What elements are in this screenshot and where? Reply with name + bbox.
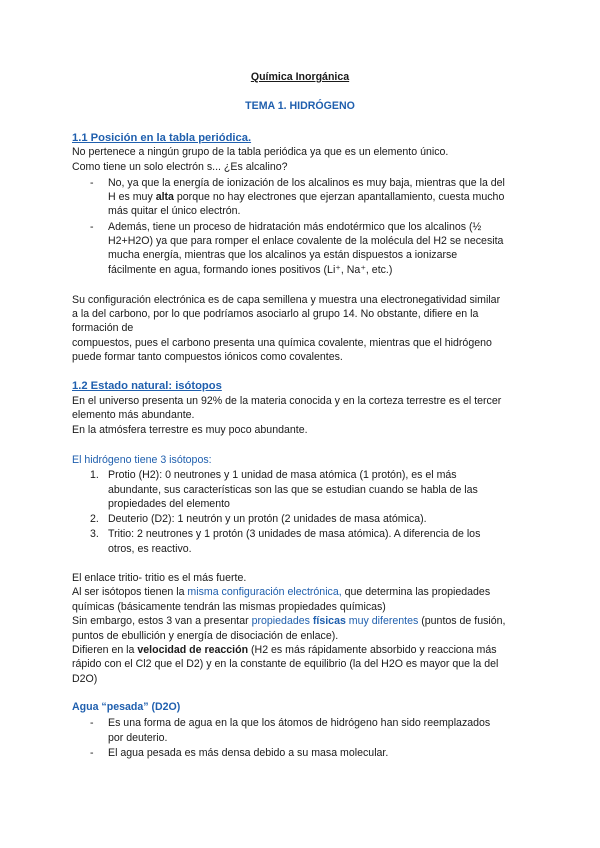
paragraph-line: elemento más abundante. (72, 409, 195, 421)
list-line: Deuterio (D2): 1 neutrón y un protón (2 unidades de masa atómica). (108, 513, 427, 525)
bullet-dash: - (90, 747, 94, 759)
bullet-dash: - (90, 221, 94, 233)
paragraph-line: Su configuración electrónica es de capa semillena y muestra una electronegatividad similar (72, 294, 501, 306)
list-line: otros, es reactivo. (108, 543, 192, 555)
paragraph-line: formación de (72, 322, 134, 334)
paragraph-line: a la del carbono, por lo que podríamos asociarlo al grupo 14. No obstante, difiere en la (72, 308, 479, 320)
list-line: Protio (H2): 0 neutrones y 1 unidad de masa atómica (1 protón), es el más (108, 469, 457, 481)
list-line: Tritio: 2 neutrones y 1 protón (3 unidades de masa atómica). A diferencia de los (108, 528, 481, 540)
bullet-line: El agua pesada es más densa debido a su masa molecular. (108, 747, 389, 759)
paragraph-line: D2O) (72, 673, 98, 685)
list-number: 1. (90, 469, 99, 481)
heavy-water-heading: Agua “pesada” (D2O) (72, 701, 181, 713)
paragraph-line: El enlace tritio- tritio es el más fuerte. (72, 572, 247, 584)
paragraph-line: rápido con el Cl2 que el D2) y en la constante de equilibrio (la del H2O es mayor que la del (72, 658, 499, 670)
bullet-line: fácilmente en agua, formando iones positivos (Li⁺, Na⁺, etc.) (108, 264, 393, 276)
bullet-line: No, ya que la energía de ionización de los alcalinos es muy baja, mientras que la del (108, 177, 505, 189)
document-title: Química Inorgánica (250, 71, 350, 83)
list-number: 3. (90, 528, 99, 540)
isotopes-title: El hidrógeno tiene 3 isótopos: (72, 454, 212, 466)
paragraph-line: Al ser isótopos tienen la misma configuración electrónica, que determina las propiedades (72, 586, 491, 598)
paragraph-line: Sin embargo, estos 3 van a presentar propiedades físicas muy diferentes (puntos de fusión, (72, 615, 506, 627)
list-line: abundante, sus características son las que se estudian cuando se habla de las (108, 484, 478, 496)
paragraph: Como tiene un solo electrón s... ¿Es alcalino? (72, 161, 288, 173)
paragraph-line: puntos de ebullición y energía de disociación de enlace). (72, 630, 339, 642)
list-line: propiedades del elemento (108, 498, 230, 510)
bullet-dash: - (90, 717, 94, 729)
paragraph: No pertenece a ningún grupo de la tabla periódica ya que es un elemento único. (72, 146, 449, 158)
topic-title: TEMA 1. HIDRÓGENO (245, 100, 355, 112)
paragraph-line: En la atmósfera terrestre es muy poco abundante. (72, 424, 308, 436)
section-heading-1-2: 1.2 Estado natural: isótopos (72, 380, 222, 392)
paragraph-line: químicas (básicamente tendrán las mismas propiedades químicas) (72, 601, 386, 613)
bullet-line: más quitar el único electrón. (108, 205, 241, 217)
bullet-line: mucha energía, mientras que los alcalinos ya están dispuestos a ionizarse (108, 249, 458, 261)
paragraph-line: compuestos, pues el carbono presenta una química covalente, mientras que el hidrógeno (72, 337, 492, 349)
list-number: 2. (90, 513, 99, 525)
paragraph-line: En el universo presenta un 92% de la materia conocida y en la corteza terrestre es el tercer (72, 395, 502, 407)
bullet-line: por deuterio. (108, 732, 168, 744)
bullet-line: Es una forma de agua en la que los átomos de hidrógeno han sido reemplazados (108, 717, 491, 729)
bullet-line: Además, tiene un proceso de hidratación más endotérmico que los alcalinos (½ (108, 221, 482, 233)
paragraph-line: Difieren en la velocidad de reacción (H2 es más rápidamente absorbido y reacciona más (72, 644, 497, 656)
section-heading-1-1: 1.1 Posición en la tabla periódica. (72, 132, 252, 144)
bullet-line: H2+H2O) ya que para romper el enlace covalente de la molécula del H2 se necesita (108, 235, 504, 247)
paragraph-line: puede formar tanto compuestos iónicos como covalentes. (72, 351, 343, 363)
bullet-dash: - (90, 177, 94, 189)
bullet-line: H es muy alta porque no hay electrones que ejerzan apantallamiento, cuesta mucho (108, 191, 505, 203)
